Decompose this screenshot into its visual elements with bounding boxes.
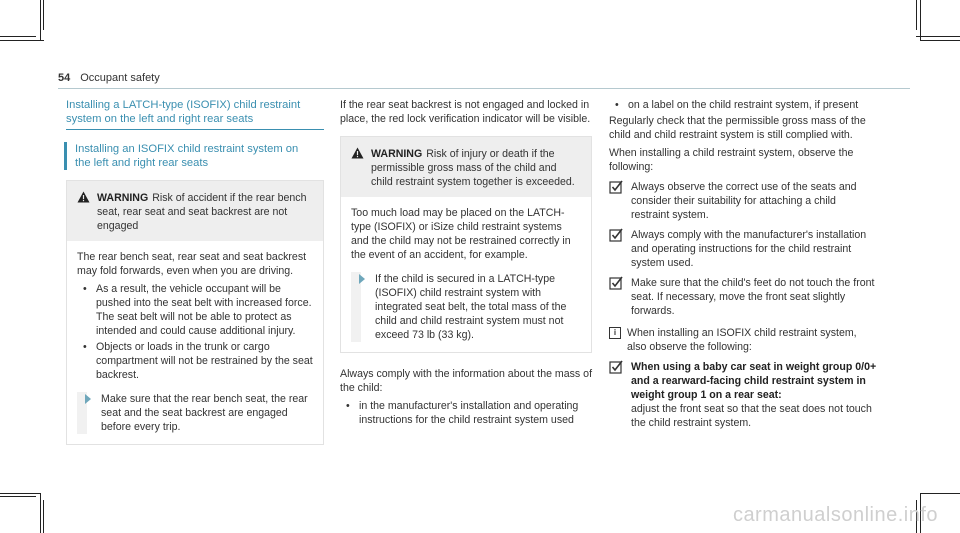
paragraph: Regularly check that the permissible gross mass of the child and child restraint system is still complied with. bbox=[609, 115, 866, 141]
crop-mark bbox=[916, 36, 960, 37]
crop-mark bbox=[43, 500, 44, 533]
action-step bbox=[351, 272, 581, 342]
checklist-bold-text: When using a baby car seat in weight group 0/0+ and a rearward-facing child restraint system in weight group 1 on a rear seat: bbox=[631, 361, 877, 401]
chapter-title: Occupant safety bbox=[80, 72, 160, 84]
intro-paragraph: If the rear seat backrest is not engaged and locked in place, the red lock verification indicator will be visible. bbox=[340, 99, 591, 125]
warning-label: WARNING bbox=[97, 192, 149, 204]
list-item-text: Objects or loads in the trunk or cargo compartment will not be restrained by the seat backrest. bbox=[96, 341, 313, 381]
warning-paragraph: The rear bench seat, rear seat and seat backrest may fold forwards, even when you are driving. bbox=[77, 251, 307, 277]
crop-mark bbox=[0, 36, 36, 37]
page-number: 54 bbox=[58, 72, 71, 84]
action-text: Make sure that the rear bench seat, the rear seat and the seat backrest are engaged before every trip. bbox=[101, 393, 308, 433]
list-item-text: in the manufacturer's installation and operating instructions for the child restraint system used bbox=[359, 400, 579, 426]
warning-triangle-icon bbox=[351, 147, 364, 159]
crop-mark bbox=[40, 493, 41, 533]
warning-header bbox=[67, 181, 323, 241]
warning-text: Risk of accident if the rear bench seat, rear seat and seat backrest are not engaged bbox=[97, 192, 307, 232]
list-item bbox=[77, 282, 313, 338]
list-item-text: As a result, the vehicle occupant will be pushed into the seat belt with increased force. The seat belt will not be able to protect as intended and could cause additional injury. bbox=[96, 283, 312, 337]
bullet-list bbox=[340, 399, 592, 427]
checklist-item bbox=[609, 276, 877, 318]
checklist-text: Make sure that the child's feet do not touch the front seat. If necessary, move the front seat slightly forwards. bbox=[631, 277, 875, 317]
list-item bbox=[340, 399, 592, 427]
checkbox-icon bbox=[609, 180, 623, 194]
column-right bbox=[609, 98, 877, 430]
checklist-item bbox=[609, 180, 877, 222]
subsection-title-line: Installing an ISOFIX child restraint system on bbox=[75, 143, 299, 155]
checklist-text: Always observe the correct use of the seats and consider their suitability for attaching a child restraint system. bbox=[631, 181, 857, 221]
checklist-text: Always comply with the manufacturer's installation and operating instructions for the child restraint system used. bbox=[631, 229, 867, 269]
crop-mark bbox=[40, 0, 41, 40]
bullet-icon: • bbox=[346, 400, 350, 412]
checkbox-icon bbox=[609, 360, 623, 374]
arrow-right-icon bbox=[85, 394, 91, 404]
warning-triangle-icon bbox=[77, 191, 90, 203]
warning-text: Risk of injury or death if the permissible gross mass of the child and child restraint system together is exceeded. bbox=[371, 148, 575, 188]
bullet-icon: • bbox=[615, 99, 619, 111]
checkbox-icon bbox=[609, 228, 623, 242]
column-left bbox=[66, 98, 324, 445]
list-item bbox=[77, 340, 313, 382]
section-rule bbox=[66, 129, 324, 130]
crop-mark bbox=[0, 493, 40, 494]
crop-mark bbox=[920, 0, 921, 40]
crop-mark bbox=[0, 496, 36, 497]
crop-mark bbox=[920, 493, 960, 494]
crop-mark bbox=[916, 0, 917, 30]
warning-body bbox=[341, 197, 591, 352]
note bbox=[609, 326, 877, 354]
warning-header bbox=[341, 137, 591, 197]
checklist-item bbox=[609, 228, 877, 270]
action-text: If the child is secured in a LATCH-type (ISOFIX) child restraint system with integrated seat belt, the total mass of the child and child restraint system must not exceed 73 lb (33 kg). bbox=[375, 273, 567, 341]
subsection-title-line: the left and right rear seats bbox=[75, 157, 209, 169]
bullet-list bbox=[609, 98, 877, 112]
note-icon: i bbox=[609, 327, 621, 339]
warning-box bbox=[66, 180, 324, 445]
crop-mark bbox=[920, 40, 960, 41]
note-text: When installing an ISOFIX child restraint system, also observe the following: bbox=[627, 327, 857, 353]
warning-box bbox=[340, 136, 592, 353]
bullet-list bbox=[77, 282, 313, 382]
checklist-text: adjust the front seat so that the seat does not touch the child restraint system. bbox=[631, 403, 872, 429]
section-title-line: system on the left and right rear seats bbox=[66, 113, 254, 125]
bullet-icon: • bbox=[83, 283, 87, 295]
crop-mark bbox=[0, 40, 44, 41]
watermark: carmanualsonline.info bbox=[732, 504, 938, 526]
column-middle bbox=[340, 98, 592, 429]
section-title bbox=[66, 98, 324, 126]
crop-mark bbox=[43, 0, 44, 30]
page-header bbox=[58, 72, 160, 84]
list-item bbox=[609, 98, 877, 112]
header-rule bbox=[58, 88, 910, 89]
arrow-right-icon bbox=[359, 274, 365, 284]
warning-body bbox=[67, 241, 323, 444]
paragraph: Always comply with the information about the mass of the child: bbox=[340, 368, 593, 394]
action-step bbox=[77, 392, 313, 434]
bullet-icon: • bbox=[83, 341, 87, 353]
checklist-item bbox=[609, 360, 877, 430]
subsection-title bbox=[64, 142, 324, 170]
checkbox-icon bbox=[609, 276, 623, 290]
list-item-text: on a label on the child restraint system, if present bbox=[628, 99, 859, 111]
section-title-line: Installing a LATCH-type (ISOFIX) child restraint bbox=[66, 99, 301, 111]
paragraph: When installing a child restraint system, observe the following: bbox=[609, 147, 854, 173]
warning-paragraph: Too much load may be placed on the LATCH-type (ISOFIX) or iSize child restraint systems and the child may not be restrained correctly in the event of an accident, for example. bbox=[351, 207, 571, 261]
warning-label: WARNING bbox=[371, 148, 423, 160]
